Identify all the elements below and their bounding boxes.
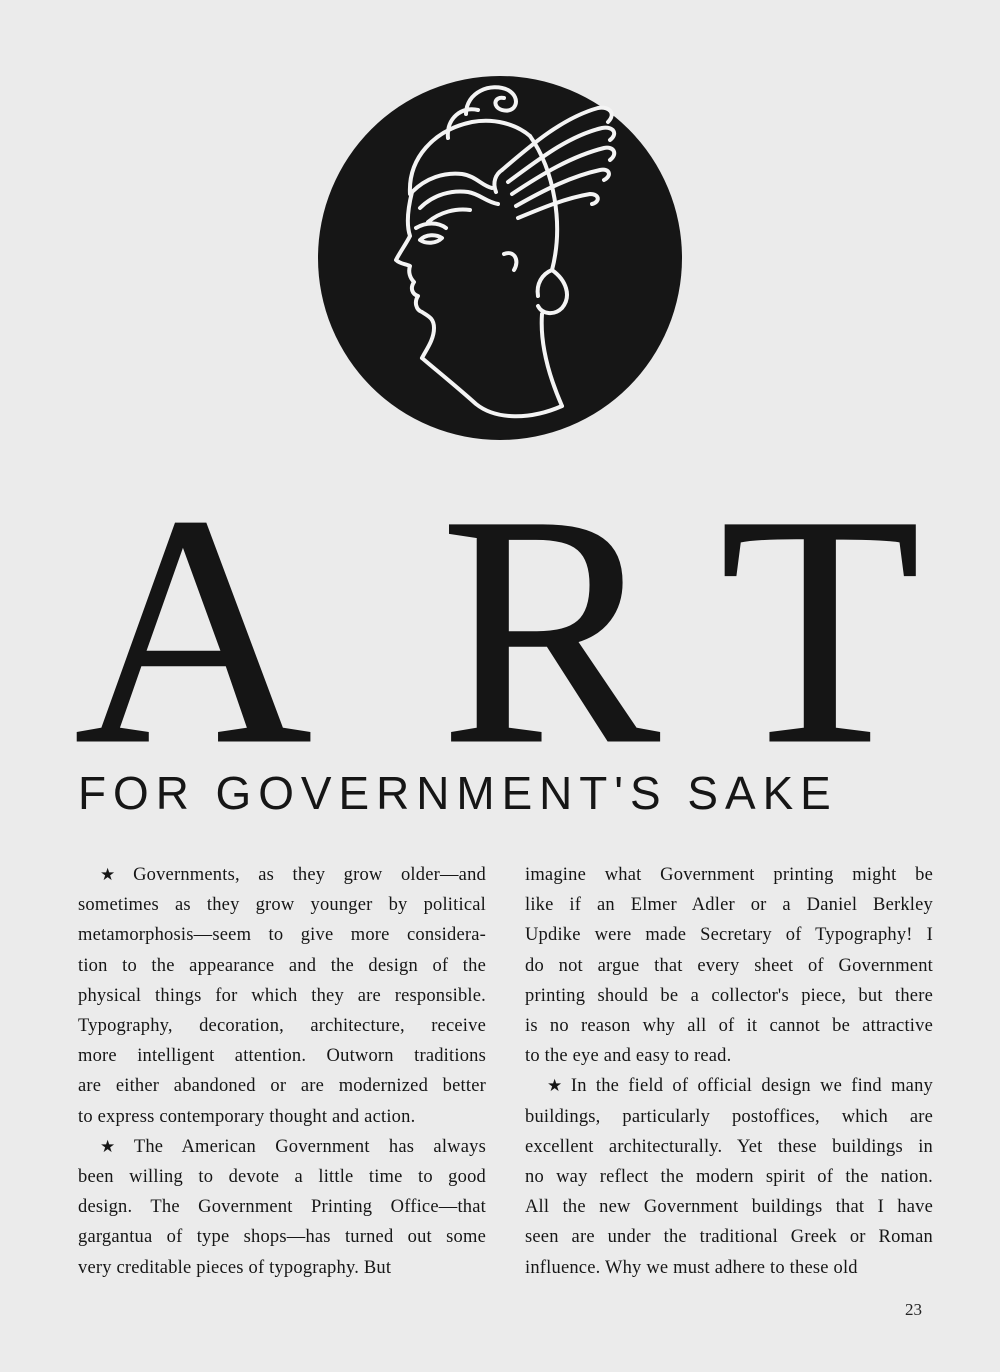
text-line: do not argue that every sheet of Government (525, 955, 933, 976)
text-line: to the eye and easy to read. (525, 1046, 732, 1067)
text-line: is no reason why all of it cannot be attractive (525, 1016, 933, 1037)
paragraph (78, 1132, 486, 1283)
text-line: All the new Government buildings that I have (525, 1197, 933, 1218)
article-subtitle: FOR GOVERNMENT'S SAKE (78, 767, 838, 819)
page-number: 23 (905, 1300, 922, 1319)
text-line: sometimes as they grow younger by political (78, 895, 486, 916)
text-line: printing should be a collector's piece, but there (525, 985, 933, 1006)
text-line: ★ Governments, as they grow older—and (100, 865, 486, 885)
title-letter-r: R (440, 448, 661, 813)
text-line: seen are under the traditional Greek or Roman (525, 1227, 933, 1248)
article-column-left (78, 860, 486, 1283)
text-line: tion to the appearance and the design of the (78, 955, 486, 976)
text-line: buildings, particularly postoffices, which are (525, 1106, 933, 1127)
text-line: excellent architecturally. Yet these buildings in (525, 1136, 933, 1157)
star-icon: ★ (100, 1136, 130, 1156)
text-line: been willing to devote a little time to good (78, 1167, 486, 1188)
text-line: design. The Government Printing Office—that (78, 1197, 486, 1218)
winged-head-icon (316, 74, 684, 442)
star-icon: ★ (100, 865, 130, 884)
text-line: very creditable pieces of typography. But (78, 1257, 392, 1278)
title-letter-t: T (719, 448, 921, 813)
paragraph (78, 860, 486, 1132)
text-line: more intelligent attention. Outworn traditions (78, 1046, 486, 1067)
star-icon: ★ (547, 1076, 567, 1096)
text-line: imagine what Government printing might be (525, 865, 933, 885)
text-line: metamorphosis—seem to give more considera- (78, 925, 486, 946)
text-line: influence. Why we must adhere to these old (525, 1257, 858, 1278)
text-line: are either abandoned or are modernized better (78, 1076, 486, 1097)
text-line: like if an Elmer Adler or a Daniel Berkley (525, 895, 933, 916)
article-column-right (525, 860, 933, 1283)
text-line: ★ In the field of official design we find many (547, 1076, 933, 1097)
text-line: no way reflect the modern spirit of the nation. (525, 1167, 933, 1188)
text-line: Typography, decoration, architecture, receive (78, 1016, 486, 1037)
text-line: Updike were made Secretary of Typography! I (525, 925, 933, 946)
winged-head-emblem (316, 74, 684, 442)
text-line: physical things for which they are responsible. (78, 985, 486, 1006)
text-line: ★ The American Government has always (100, 1136, 486, 1157)
paragraph (525, 860, 933, 1071)
text-line: gargantua of type shops—has turned out some (78, 1227, 486, 1248)
text-line: to express contemporary thought and action. (78, 1106, 416, 1127)
paragraph (525, 1071, 933, 1282)
title-letter-a: A (74, 448, 313, 813)
